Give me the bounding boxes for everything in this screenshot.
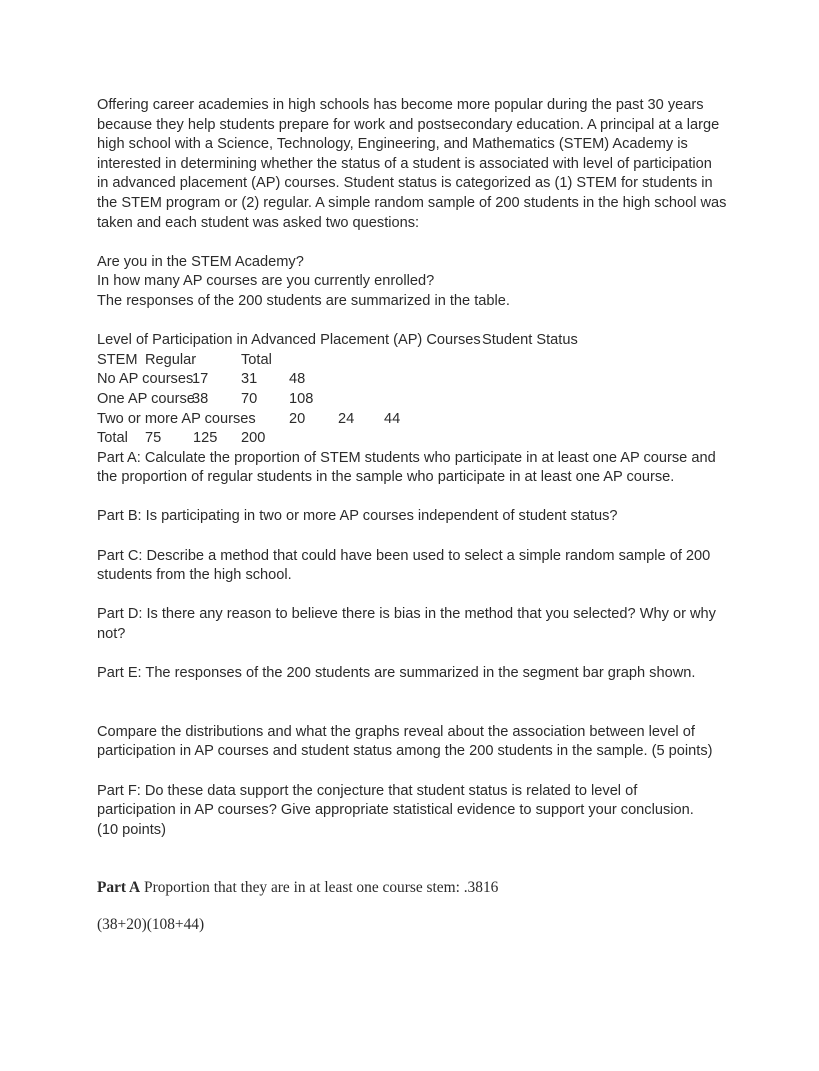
cell-stem: 38 [192,390,209,407]
table-title-left: Level of Participation in Advanced Placement (AP) Courses [97,332,481,349]
row-label: No AP courses [97,371,194,388]
answer-work: (38+20)(108+44) [97,916,205,934]
cell-regular: 24 [338,410,355,427]
answer-line [97,878,727,898]
table-title-right: Student Status [482,332,578,349]
table-row [97,410,727,430]
part-c: Part C: Describe a method that could have been used to select a simple random sample of 200 students from the high school. [97,547,711,584]
cell-regular: 125 [193,430,218,447]
table-row [97,370,727,390]
cell-regular: 70 [241,390,258,407]
question-2: In how many AP courses are you currently enrolled? [97,273,435,290]
cell-total: 108 [289,390,314,407]
answer-label: Part A [97,879,141,897]
header-regular: Regular [145,351,197,368]
part-f-line-3: (10 points) [97,821,166,838]
cell-total: 200 [241,430,266,447]
row-label: Two or more AP courses [97,410,256,427]
part-e: Part E: The responses of the 200 students are summarized in the segment bar graph shown. [97,665,696,682]
part-a: Part A: Calculate the proportion of STEM students who participate in at least one AP course and the proportion of regular students in the sample who participate in at least one AP course. [97,449,716,486]
table-row [97,429,727,449]
cell-total: 48 [289,371,306,388]
answer-text: Proportion that they are in at least one course stem: .3816 [140,879,499,897]
part-f-line-1: Part F: Do these data support the conjecture that student status is related to level of [97,782,638,799]
table-header-row [97,351,727,371]
row-label: One AP course [97,390,195,407]
compare-paragraph: Compare the distributions and what the graphs reveal about the association between level of participation in AP courses and student status among the 200 students in the sample. (5 points) [97,723,713,760]
cell-stem: 20 [289,410,306,427]
part-f-line-2: participation in AP courses? Give appropriate statistical evidence to support your conclusion. [97,802,694,819]
summary-line: The responses of the 200 students are summarized in the table. [97,292,510,309]
document-page [97,96,727,935]
cell-total: 44 [384,410,401,427]
table-row [97,390,727,410]
header-total: Total [241,351,272,368]
header-stem: STEM [97,351,138,368]
part-d: Part D: Is there any reason to believe there is bias in the method that you selected? Why or why not? [97,606,716,643]
row-label: Total [97,430,128,447]
question-1: Are you in the STEM Academy? [97,253,304,270]
cell-stem: 75 [145,430,162,447]
intro-paragraph: Offering career academies in high schools has become more popular during the past 30 years because they help students prepare for work and postsecondary education. A principal at a large high school with a Science, Technology, Engineering, and Mathematics (STEM) Academy is interested in determining whether the status of a student is associated with level of participation in advanced placement (AP) courses. Student status is categorized as (1) STEM for students in the STEM program or (2) regular. A simple random sample of 200 students in the high school was taken and each student was asked two questions: [97,97,727,231]
part-b: Part B: Is participating in two or more AP courses independent of student status? [97,508,618,525]
cell-regular: 31 [241,371,258,388]
cell-stem: 17 [192,371,209,388]
table-title-row [97,331,727,351]
